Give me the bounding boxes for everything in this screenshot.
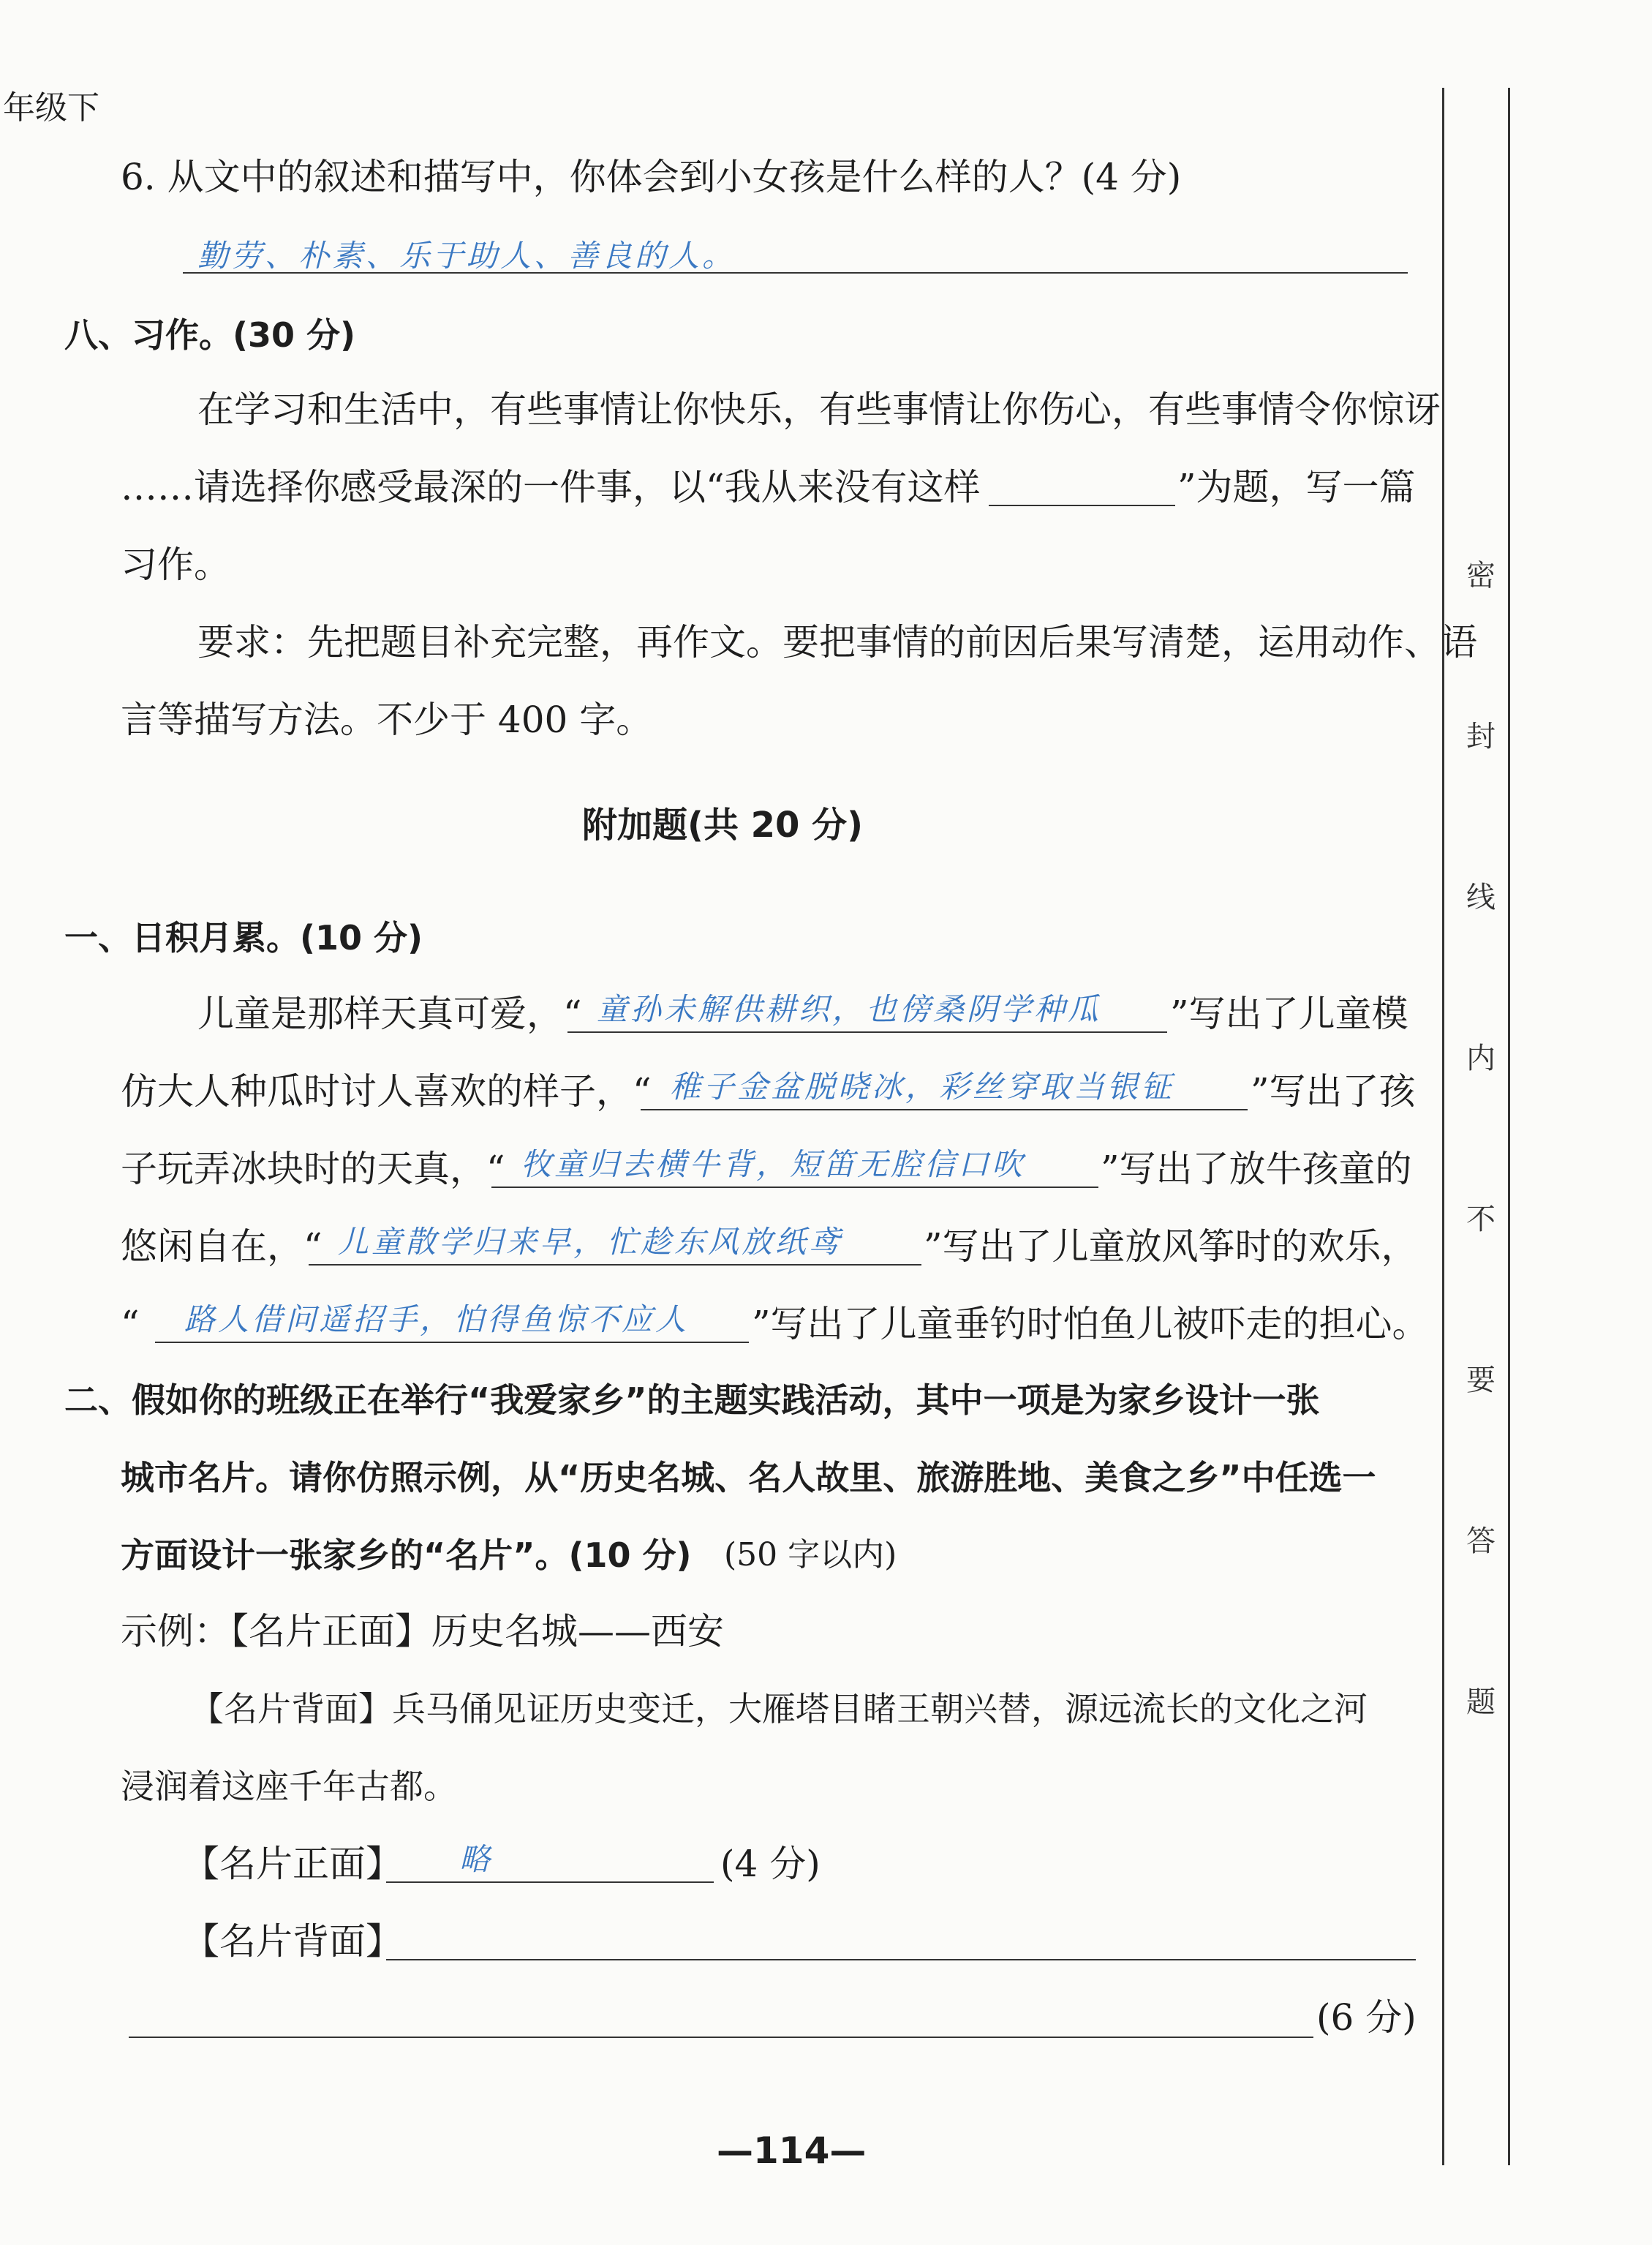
page-number: —114— bbox=[717, 2129, 867, 2172]
title-blank-line bbox=[989, 505, 1175, 506]
section8-p1: 在学习和生活中，有些事情让你快乐，有些事情让你伤心，有些事情令你惊讶 bbox=[197, 388, 1441, 431]
card-front-answer: 略 bbox=[459, 1841, 494, 1877]
extra-s2-l1: 二、假如你的班级正在举行“我爱家乡”的主题实践活动，其中一项是为家乡设计一张 bbox=[64, 1380, 1320, 1420]
extra-s1-l5a: “ bbox=[121, 1303, 140, 1345]
seal-char-5: 不 bbox=[1466, 1203, 1496, 1236]
example-front: 示例：【名片正面】历史名城——西安 bbox=[121, 1610, 724, 1652]
extra-s1-l2a: 仿大人种瓜时讨人喜欢的样子，“ bbox=[121, 1070, 652, 1113]
header-grade: 年级下 bbox=[3, 89, 99, 127]
card-back-blank-2 bbox=[129, 2037, 1313, 2038]
seal-char-3: 线 bbox=[1466, 881, 1496, 914]
example-back: 【名片背面】兵马俑见证历史变迁，大雁塔目睹王朝兴替，源远流长的文化之河 bbox=[190, 1689, 1368, 1729]
section8-req2: 言等描写方法。不少于 400 字。 bbox=[121, 699, 653, 741]
extra-s2-l3b: (50 字以内) bbox=[724, 1536, 897, 1573]
seal-char-8: 题 bbox=[1466, 1685, 1496, 1719]
extra-s2-l2: 城市名片。请你仿照示例，从“历史名城、名人故里、旅游胜地、美食之乡”中任选一 bbox=[121, 1458, 1376, 1497]
answer-3: 牧童归去横牛背，短笛无腔信口吹 bbox=[521, 1146, 1026, 1182]
card-back-label: 【名片背面】 bbox=[183, 1920, 402, 1963]
seal-char-7: 答 bbox=[1466, 1524, 1496, 1558]
seal-char-1: 密 bbox=[1466, 559, 1496, 593]
q6-answer: 勤劳、朴素、乐于助人、善良的人。 bbox=[197, 238, 736, 274]
extra-s1-l4b: ”写出了儿童放风筝时的欢乐， bbox=[924, 1225, 1418, 1268]
extra-s1-l1a: 儿童是那样天真可爱，“ bbox=[197, 993, 582, 1035]
card-front-blank bbox=[386, 1839, 714, 1883]
extra-s2-l3a: 方面设计一张家乡的“名片”。(10 分) bbox=[121, 1535, 692, 1575]
extra-title: 附加题(共 20 分) bbox=[582, 805, 864, 846]
answer-blank-4 bbox=[309, 1222, 921, 1266]
card-back-score: (6 分) bbox=[1316, 1996, 1417, 2039]
answer-5: 路人借问遥招手，怕得鱼惊不应人 bbox=[184, 1301, 690, 1337]
section8-p2b: ”为题，写一篇 bbox=[1177, 466, 1416, 508]
example-back-cont: 浸润着这座千年古都。 bbox=[121, 1767, 457, 1806]
answer-blank-2 bbox=[641, 1067, 1248, 1110]
q6-question: 6. 从文中的叙述和描写中，你体会到小女孩是什么样的人？(4 分) bbox=[121, 156, 1182, 198]
extra-s1-l3a: 子玩弄冰块时的天真，“ bbox=[121, 1148, 505, 1190]
answer-blank-1 bbox=[567, 989, 1167, 1033]
card-front-score: (4 分) bbox=[720, 1843, 821, 1885]
card-back-blank-1 bbox=[386, 1959, 1416, 1960]
section8-req1: 要求：先把题目补充完整，再作文。要把事情的前因后果写清楚，运用动作、语 bbox=[197, 621, 1477, 663]
card-front-label: 【名片正面】 bbox=[183, 1843, 402, 1885]
seal-char-4: 内 bbox=[1466, 1042, 1496, 1075]
section8-p3: 习作。 bbox=[121, 544, 230, 586]
answer-blank-5 bbox=[155, 1299, 749, 1343]
seal-border-outer bbox=[1508, 88, 1510, 2165]
extra-s1-l2b: ”写出了孩 bbox=[1251, 1070, 1416, 1113]
seal-char-2: 封 bbox=[1466, 720, 1496, 753]
answer-blank-3 bbox=[491, 1144, 1098, 1188]
section8-title: 八、习作。(30 分) bbox=[64, 315, 356, 355]
answer-4: 儿童散学归来早，忙趁东风放纸鸢 bbox=[338, 1224, 843, 1260]
answer-2: 稚子金盆脱晓冰，彩丝穿取当银钲 bbox=[670, 1069, 1175, 1105]
extra-s1-l4a: 悠闲自在，“ bbox=[121, 1225, 323, 1268]
extra-s1-l1b: ”写出了儿童模 bbox=[1170, 993, 1408, 1035]
extra-s1-l3b: ”写出了放牛孩童的 bbox=[1101, 1148, 1412, 1190]
answer-1: 童孙未解供耕织，也傍桑阴学种瓜 bbox=[597, 991, 1102, 1027]
extra-s1-title: 一、日积月累。(10 分) bbox=[64, 918, 423, 958]
seal-char-6: 要 bbox=[1466, 1364, 1496, 1397]
seal-border-inner bbox=[1442, 88, 1444, 2165]
section8-p2a: ……请选择你感受最深的一件事，以“我从来没有这样 bbox=[121, 466, 981, 508]
extra-s1-l5b: ”写出了儿童垂钓时怕鱼儿被吓走的担心。 bbox=[752, 1303, 1429, 1345]
